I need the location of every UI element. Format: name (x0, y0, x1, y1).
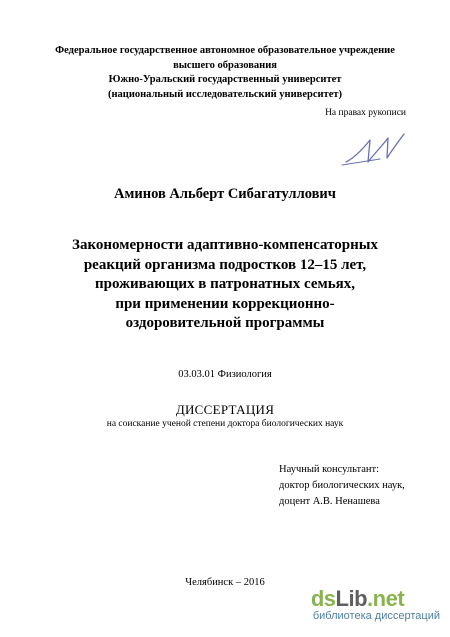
signature-icon (340, 128, 420, 170)
title-line: Закономерности адаптивно-компенсаторных (72, 237, 378, 253)
institution-line-4: (национальный исследовательский университет) (107, 88, 343, 100)
logo-lib: Lib (335, 586, 368, 611)
city-year: Челябинск – 2016 (185, 577, 265, 588)
dslib-watermark[interactable] (311, 588, 440, 622)
advisor-degree: доктор биологических наук, (279, 480, 405, 491)
title-line: реакций организма подростков 12–15 лет, (83, 256, 367, 273)
title-line: оздоровительной программы (125, 315, 325, 331)
advisor-label: Научный консультант: (279, 464, 380, 475)
dslib-tagline: библиотека диссертаций (312, 610, 440, 622)
manuscript-note: На правах рукописи (325, 108, 406, 118)
institution-line-3: Южно-Уральский государственный университет (108, 74, 342, 85)
logo-net: .net (367, 586, 405, 611)
title-line: проживающих в патронатных семьях, (95, 276, 355, 292)
dissertation-subheading: на соискание ученой степени доктора биологических наук (106, 419, 344, 429)
dslib-logo (311, 588, 440, 610)
logo-ds: ds (310, 586, 336, 611)
institution-block (0, 44, 450, 102)
title-line: при применении коррекционно- (115, 295, 335, 312)
institution-line-2: высшего образования (173, 59, 277, 71)
dissertation-heading: ДИССЕРТАЦИЯ (175, 402, 275, 417)
institution-line-1: Федеральное государственное автономное образовательное учреждение (55, 45, 395, 56)
advisor-name: доцент А.В. Ненашева (279, 496, 380, 507)
specialty-code: 03.03.01 Физиология (178, 369, 272, 380)
scientific-advisor (279, 462, 405, 510)
author-name: Аминов Альберт Сибагатуллович (114, 186, 336, 202)
dissertation-title (0, 236, 450, 334)
